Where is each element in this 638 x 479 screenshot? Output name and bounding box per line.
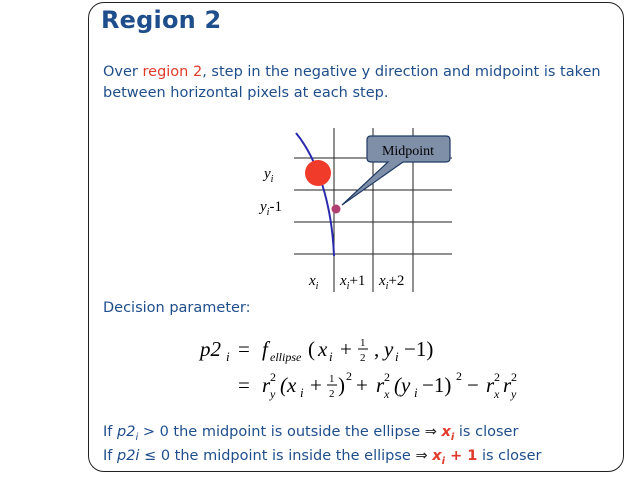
rule1-mid: > 0 the midpoint is outside the ellipse <box>138 424 425 440</box>
eq2-r2: r <box>376 373 385 397</box>
eq2-frac-num: 1 <box>329 373 335 385</box>
rule1-var-sub: i <box>450 431 455 443</box>
selected-pixel-dot <box>305 160 331 186</box>
rule1-var: x <box>441 424 451 440</box>
implies-arrow-icon: ⇒ <box>424 424 437 440</box>
intro-before: Over <box>103 64 143 80</box>
label-xi-var: x <box>309 273 316 289</box>
eq2-sq1: 2 <box>346 369 352 383</box>
label-xi1-var: x <box>340 273 347 289</box>
implies-arrow-icon: ⇒ <box>415 448 428 464</box>
ellipse-curve <box>296 133 334 256</box>
rule2-prefix: If <box>103 448 117 464</box>
eq1-x-sub: i <box>329 349 333 364</box>
eq2-r3-sub: x <box>494 387 500 401</box>
label-yi-sub: i <box>270 174 274 185</box>
eq1-open-paren: ( <box>308 337 315 361</box>
eq1-minus-1: −1) <box>404 337 434 361</box>
rule1-end: is closer <box>454 424 519 440</box>
label-yi-var: y <box>264 166 271 182</box>
label-yi1-var: y <box>260 199 267 215</box>
eq2-r4: r <box>503 373 512 397</box>
slide-title: Region 2 <box>101 6 222 34</box>
eq2-r2-sup: 2 <box>384 370 390 384</box>
eq1-y: y <box>384 337 394 361</box>
eq2-r1-sup: 2 <box>270 370 276 384</box>
rule-inside <box>103 448 541 467</box>
rule2-param: p2i <box>117 448 140 464</box>
eq2-minus: − <box>467 373 479 397</box>
eq2-r4-sup: 2 <box>511 370 517 384</box>
eq1-frac-den: 2 <box>360 352 366 364</box>
rule1-param-sub: i <box>135 431 139 443</box>
rule1-prefix: If <box>103 424 117 440</box>
eq2-r1-sub: y <box>270 387 276 401</box>
decision-parameter-label: Decision parameter: <box>103 300 251 316</box>
eq2-frac-den: 2 <box>329 388 335 400</box>
eq1-lhs: p2 <box>200 337 221 361</box>
eq2-r1: r <box>262 373 271 397</box>
eq2-plus: + <box>310 373 322 397</box>
eq2-r2-sub: x <box>384 387 390 401</box>
eq1-y-sub: i <box>395 349 399 364</box>
eq1-lhs-sub: i <box>226 349 230 364</box>
rule2-var-suffix: + 1 <box>445 448 478 464</box>
midpoint-dot <box>332 205 341 214</box>
eq2-sq2: 2 <box>456 369 462 383</box>
eq2-r4-sub: y <box>511 387 517 401</box>
eq2-t1-sub: i <box>300 385 304 400</box>
eq1-comma: , <box>374 337 380 361</box>
label-xi-plus-1 <box>339 273 365 292</box>
rule-outside <box>103 424 518 443</box>
eq2-equals: = <box>238 373 250 397</box>
rule1-param: p2 <box>117 424 136 440</box>
eq2-r3: r <box>486 373 495 397</box>
intro-after: , step in the negative y direction and midpoint is taken between horizontal pixels at each step. <box>103 64 601 101</box>
label-xi <box>308 273 319 292</box>
label-xi2-suffix: +2 <box>388 273 405 289</box>
rule2-var: x <box>432 448 442 464</box>
eq2-plus2: + <box>356 373 368 397</box>
eq2-t2-sub: i <box>414 385 418 400</box>
label-xi1-sub: i <box>346 281 350 292</box>
label-xi1-suffix: +1 <box>349 273 366 289</box>
eq1-f-sub: ellipse <box>270 350 302 364</box>
callout-label: Midpoint <box>381 144 435 159</box>
eq2-r3-sup: 2 <box>494 370 500 384</box>
rule2-mid: ≤ 0 the midpoint is inside the ellipse <box>139 448 416 464</box>
eq2-t2: (y <box>394 373 411 397</box>
label-yi <box>262 166 274 185</box>
eq1-frac-num: 1 <box>360 337 366 349</box>
eq1-equals: = <box>238 337 250 361</box>
equation-line-1 <box>198 337 433 364</box>
eq1-x: x <box>318 337 328 361</box>
label-xi2-sub: i <box>385 281 389 292</box>
rule2-end: is closer <box>477 448 542 464</box>
equation-line-2 <box>238 369 517 401</box>
label-xi-plus-2 <box>378 273 404 292</box>
label-yi-minus-1 <box>258 199 282 218</box>
rule2-var-sub: i <box>441 455 446 467</box>
eq2-close-paren: ) <box>338 373 345 397</box>
eq1-f: f <box>262 337 268 361</box>
label-yi1-suffix: -1 <box>269 199 282 215</box>
eq2-t1: (x <box>280 373 297 397</box>
intro-highlight: region 2 <box>142 64 203 80</box>
label-xi-sub: i <box>315 281 319 292</box>
label-xi2-var: x <box>379 273 386 289</box>
eq2-minus-1: −1) <box>422 373 452 397</box>
eq1-plus: + <box>340 337 352 361</box>
label-yi1-sub: i <box>266 207 270 218</box>
